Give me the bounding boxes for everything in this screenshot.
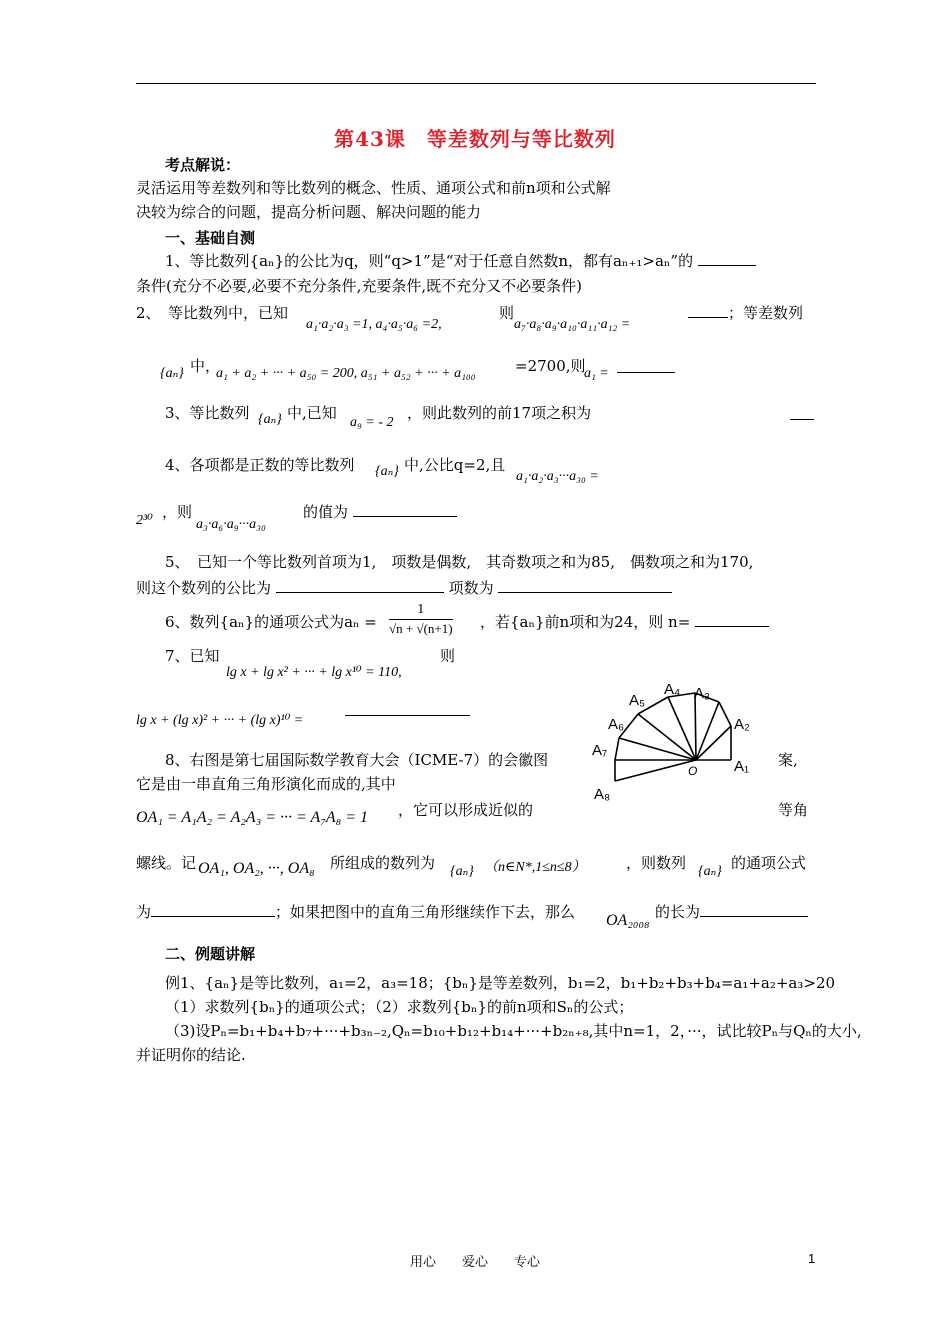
figure-line: [619, 738, 696, 760]
answer-blank: [700, 902, 808, 917]
question-2-formula-2: a₇·a₈·a₉·a₁₀·a₁₁·a₁₂ =: [514, 317, 631, 332]
icme-spiral-figure: [588, 678, 788, 808]
label-a6: A₆: [608, 716, 625, 733]
question-4-formula: a₁·a₂·a₃···a₃₀ =: [516, 469, 599, 484]
answer-blank: [498, 578, 672, 593]
question-2-tail: [688, 303, 803, 323]
figure-line: [615, 738, 619, 760]
question-8-length-text: 的长为: [655, 903, 701, 921]
question-7-formula-2: lg x + (lg x)² + ··· + (lg x)¹⁰ =: [136, 713, 304, 728]
label-a7: A₇: [592, 742, 608, 759]
label-a5: A₅: [629, 692, 646, 709]
question-4-power: 2³⁰: [136, 513, 153, 528]
question-1-line-2: 条件(充分不必要,必要不充分条件,充要条件,既不充分又不必要条件): [136, 277, 583, 295]
figure-line: [696, 726, 731, 760]
answer-blank: [345, 701, 470, 716]
question-2-tail-text: ；等差数列: [728, 304, 804, 322]
question-8-line-1: 8、右图是第七届国际数学教育大会（ICME-7）的会徽图: [165, 751, 549, 769]
question-7-then: 则: [440, 647, 456, 665]
section-basic-heading: 一、基础自测: [165, 229, 256, 247]
question-8-formula: OA₁ = A₁A₂ = A₂A₃ = ··· = A₇A₈ = 1: [136, 809, 369, 826]
answer-blank: [698, 251, 756, 266]
question-6-label: 6、数列{aₙ}的通项公式为aₙ =: [165, 613, 377, 631]
question-8-line-1-end: 案,: [778, 751, 798, 769]
page-footer: 用心 爱心 专心: [409, 1255, 540, 1270]
fraction-denominator: √n + √(n+1): [389, 621, 453, 636]
question-2-mid: 中，: [190, 357, 221, 375]
question-8-line-2: 它是由一串直角三角形演化而成的,其中: [136, 775, 396, 793]
question-7-label: 7、已知: [165, 647, 220, 665]
question-1-text: 1、等比数列{aₙ}的公比为q，则“q>1”是“对于任意自然数n，都有aₙ₊₁>aₙ”的: [165, 252, 694, 270]
question-8-spiral-text: 螺线。记: [136, 854, 197, 872]
question-2-a1: a₁ =: [584, 366, 609, 381]
question-2-formula-1: a₁·a₂·a₃ =1, a₄·a₅·a₆ =2,: [306, 317, 442, 332]
question-3-text: ，则此数列的前17项之积为: [407, 404, 592, 422]
question-4-tail: [303, 502, 457, 522]
question-2-then: 则: [499, 304, 515, 322]
page-title: 第43课 等差数列与等比数列: [334, 127, 616, 151]
section-examples-heading: 二、例题讲解: [165, 945, 256, 963]
question-8-length: [655, 902, 808, 922]
question-8-then: ，则数列: [626, 854, 687, 872]
question-8-line-5: [136, 902, 575, 922]
question-3-sequence: {aₙ}: [258, 412, 282, 427]
question-8-sequence-text: 所组成的数列为: [330, 854, 436, 872]
question-8-line-3-end: 等角: [778, 801, 809, 819]
question-8-oa2008: OA₂₀₀₈: [606, 912, 650, 929]
question-1-line-1: [165, 251, 756, 271]
figure-line: [638, 714, 696, 760]
answer-blank: [688, 303, 728, 318]
question-3-mid: 中,已知: [287, 404, 337, 422]
question-2-formula-3: a₁ + a₂ + ··· + a₅₀ = 200, a₅₁ + a₅₂ + ··· + a₁₀₀: [216, 366, 476, 381]
fraction-numerator: 1: [389, 601, 453, 620]
question-8-formula-2: OA₁, OA₂, ···, OA₈: [198, 860, 315, 877]
label-o: O: [688, 764, 698, 778]
question-2-value: =2700,则: [515, 357, 586, 375]
figure-line: [696, 702, 719, 760]
question-8-sequence: {aₙ}: [450, 864, 474, 879]
question-6-tail: [480, 612, 769, 632]
figure-line: [695, 693, 696, 760]
question-8-sequence-2: {aₙ}: [698, 864, 722, 879]
kaodian-heading: 考点解说：: [165, 156, 241, 174]
question-6-fraction: [389, 601, 453, 638]
example-1-line-4: 并证明你的结论.: [136, 1046, 246, 1064]
answer-blank: [695, 612, 769, 627]
question-5-count-text: 项数为: [448, 579, 494, 597]
answer-blank: [276, 578, 444, 593]
example-1-line-2: （1）求数列{bₙ}的通项公式；（2）求数列{bₙ}的前n项和Sₙ的公式；: [165, 998, 634, 1016]
question-3-formula: a₉ = - 2: [350, 415, 394, 430]
question-2-label: 2、 等比数列中，已知: [136, 304, 289, 322]
figure-line: [719, 702, 731, 726]
question-5-line-2: [136, 578, 672, 598]
question-4-sequence: {aₙ}: [375, 464, 399, 479]
question-8-formula-text: 的通项公式: [731, 854, 807, 872]
kaodian-line-1: 灵活运用等差数列和等比数列的概念、性质、通项公式和前n项和公式解: [136, 179, 611, 197]
question-4-mid: 中,公比q=2,且: [404, 456, 506, 474]
label-a1: A₁: [734, 758, 750, 775]
label-a8: A₈: [594, 786, 611, 803]
question-6-tail-text: ，若{aₙ}前n项和为24，则 n=: [480, 613, 691, 631]
question-7-formula: lg x + lg x² + ··· + lg x¹⁰ = 110,: [226, 665, 402, 680]
label-a3: A₃: [694, 685, 711, 702]
figure-line: [668, 697, 696, 760]
answer-blank: [151, 902, 275, 917]
example-1-line-1: 例1、{aₙ}是等比数列，a₁=2，a₃=18；{bₙ}是等差数列，b₁=2，b₁+b₂+b₃+b₄=a₁+a₂+a₃>20: [165, 974, 836, 992]
question-4-then: ，则: [162, 503, 193, 521]
kaodian-line-2: 决较为综合的问题，提高分析问题、解决问题的能力: [136, 203, 482, 221]
question-8-line-3: ，它可以形成近似的: [398, 801, 534, 819]
question-8-continue-text: ；如果把图中的直角三角形继续作下去，那么: [275, 903, 576, 921]
question-5-line-1: 5、 已知一个等比数列首项为1, 项数是偶数, 其奇数项之和为85, 偶数项之和为170,: [165, 553, 754, 571]
question-4-tail-text: 的值为: [303, 503, 349, 521]
header-rule: [136, 83, 816, 84]
label-a4: A₄: [664, 681, 681, 698]
answer-blank: [617, 358, 675, 373]
question-4-label: 4、各项都是正数的等比数列: [165, 456, 355, 474]
question-2-sequence: {aₙ}: [160, 366, 184, 381]
question-4-formula-2: a₃·a₆·a₉···a₃₀: [196, 517, 266, 532]
example-1-line-3: （3)设Pₙ=b₁+b₄+b₇+···+b₃ₙ₋₂,Qₙ=b₁₀+b₁₂+b₁₄+···+b₂ₙ₊₈,其中n=1，2，···，试比较Pₙ与Qₙ的大小,: [165, 1022, 862, 1040]
question-8-condition: （n∈N*,1≤n≤8）: [484, 860, 586, 875]
question-3-label: 3、等比数列: [165, 404, 250, 422]
figure-line: [615, 760, 696, 781]
page-number: 1: [808, 1251, 816, 1266]
question-5-ratio-text: 则这个数列的公比为: [136, 579, 272, 597]
answer-blank: [353, 502, 457, 517]
answer-blank: [790, 405, 814, 420]
label-a2: A₂: [734, 716, 750, 733]
question-8-wei: 为: [136, 903, 152, 921]
